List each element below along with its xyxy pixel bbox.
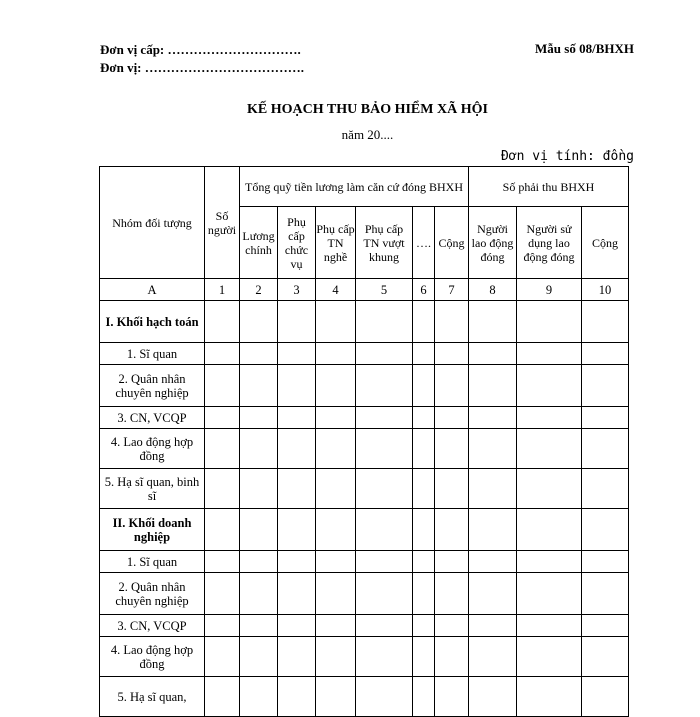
data-cell[interactable] (582, 509, 629, 551)
data-cell[interactable] (278, 615, 316, 637)
data-cell[interactable] (582, 615, 629, 637)
data-cell[interactable] (435, 509, 469, 551)
table-row (100, 469, 629, 509)
data-cell[interactable] (240, 573, 278, 615)
data-cell[interactable] (240, 509, 278, 551)
unit-line: Đơn vị: ………………………………. (100, 60, 305, 75)
data-cell[interactable] (316, 407, 356, 429)
table-row (100, 407, 629, 429)
index-cell: 10 (582, 279, 629, 301)
table-row (100, 677, 629, 717)
index-cell: 4 (316, 279, 356, 301)
data-cell[interactable] (413, 301, 435, 343)
data-cell[interactable] (469, 509, 517, 551)
data-cell[interactable] (469, 469, 517, 509)
col-count: Số người (205, 167, 240, 279)
group-wage-header: Tổng quỹ tiền lương làm căn cứ đóng BHXH (240, 167, 469, 207)
index-cell: 3 (278, 279, 316, 301)
data-cell[interactable] (240, 301, 278, 343)
data-cell[interactable] (517, 509, 582, 551)
data-cell[interactable] (435, 407, 469, 429)
index-cell: A (100, 279, 205, 301)
data-cell[interactable] (435, 343, 469, 365)
table-row (100, 637, 629, 677)
data-cell[interactable] (316, 301, 356, 343)
data-cell[interactable] (413, 551, 435, 573)
data-cell[interactable] (356, 637, 413, 677)
table-row (100, 301, 629, 343)
index-cell: 5 (356, 279, 413, 301)
data-cell[interactable] (469, 365, 517, 407)
data-cell[interactable] (240, 637, 278, 677)
data-cell[interactable] (240, 677, 278, 717)
group-label: I. Khối hạch toán (100, 301, 205, 343)
data-cell[interactable] (240, 429, 278, 469)
index-row (100, 279, 629, 301)
data-cell[interactable] (356, 573, 413, 615)
data-cell[interactable] (413, 509, 435, 551)
data-cell[interactable] (356, 301, 413, 343)
data-cell[interactable] (469, 407, 517, 429)
data-cell[interactable] (316, 677, 356, 717)
data-cell[interactable] (240, 407, 278, 429)
data-cell[interactable] (278, 407, 316, 429)
row-label: 4. Lao động hợp đồng (100, 637, 205, 677)
data-cell[interactable] (469, 637, 517, 677)
col-excess-allowance: Phụ cấp TN vượt khung (356, 207, 413, 279)
data-cell[interactable] (582, 551, 629, 573)
row-label: 5. Hạ sĩ quan, binh sĩ (100, 469, 205, 509)
index-cell: 1 (205, 279, 240, 301)
data-cell[interactable] (356, 429, 413, 469)
col-employee-pays: Người lao động đóng (469, 207, 517, 279)
data-cell[interactable] (582, 343, 629, 365)
document-title: KẾ HOẠCH THU BẢO HIỂM XÃ HỘI (247, 102, 488, 117)
col-position-allowance: Phụ cấp chức vụ (278, 207, 316, 279)
data-cell[interactable] (316, 469, 356, 509)
data-cell[interactable] (582, 677, 629, 717)
data-cell[interactable] (205, 343, 240, 365)
table-row (100, 551, 629, 573)
data-cell[interactable] (435, 637, 469, 677)
data-cell[interactable] (205, 509, 240, 551)
data-cell[interactable] (278, 509, 316, 551)
index-cell: 8 (469, 279, 517, 301)
data-cell[interactable] (356, 365, 413, 407)
data-cell[interactable] (356, 469, 413, 509)
data-cell[interactable] (356, 615, 413, 637)
data-cell[interactable] (240, 365, 278, 407)
data-cell[interactable] (316, 509, 356, 551)
data-cell[interactable] (435, 429, 469, 469)
issuer-line: Đơn vị cấp: …………………………. (100, 42, 301, 57)
data-cell[interactable] (413, 343, 435, 365)
data-cell[interactable] (469, 301, 517, 343)
group-payable-header: Số phải thu BHXH (469, 167, 629, 207)
data-cell[interactable] (316, 551, 356, 573)
data-cell[interactable] (469, 551, 517, 573)
data-cell[interactable] (435, 365, 469, 407)
data-cell[interactable] (517, 677, 582, 717)
row-label: 3. CN, VCQP (100, 615, 205, 637)
data-cell[interactable] (356, 509, 413, 551)
index-cell: 7 (435, 279, 469, 301)
col-total-payable: Cộng (582, 207, 629, 279)
data-cell[interactable] (205, 469, 240, 509)
issuer-block (100, 41, 304, 77)
data-cell[interactable] (413, 469, 435, 509)
row-label: 2. Quân nhân chuyên nghiệp (100, 365, 205, 407)
col-employer-pays: Người sử dụng lao động đóng (517, 207, 582, 279)
data-cell[interactable] (435, 469, 469, 509)
index-cell: 9 (517, 279, 582, 301)
table-row (100, 615, 629, 637)
row-label: 5. Hạ sĩ quan, (100, 677, 205, 717)
data-cell[interactable] (517, 301, 582, 343)
data-cell[interactable] (278, 429, 316, 469)
data-cell[interactable] (582, 637, 629, 677)
index-cell: 2 (240, 279, 278, 301)
data-cell[interactable] (316, 573, 356, 615)
data-cell[interactable] (517, 343, 582, 365)
data-cell[interactable] (278, 637, 316, 677)
data-cell[interactable] (278, 365, 316, 407)
data-cell[interactable] (517, 469, 582, 509)
data-cell[interactable] (205, 551, 240, 573)
data-cell[interactable] (316, 615, 356, 637)
data-cell[interactable] (413, 429, 435, 469)
data-cell[interactable] (240, 343, 278, 365)
data-cell[interactable] (316, 637, 356, 677)
data-cell[interactable] (205, 301, 240, 343)
data-cell[interactable] (517, 365, 582, 407)
data-cell[interactable] (278, 573, 316, 615)
data-cell[interactable] (435, 551, 469, 573)
data-cell[interactable] (413, 615, 435, 637)
group-label: II. Khối doanh nghiệp (100, 509, 205, 551)
data-cell[interactable] (469, 677, 517, 717)
data-cell[interactable] (469, 343, 517, 365)
data-cell[interactable] (278, 551, 316, 573)
data-cell[interactable] (205, 637, 240, 677)
row-label: 1. Sĩ quan (100, 551, 205, 573)
data-cell[interactable] (278, 343, 316, 365)
data-cell[interactable] (582, 365, 629, 407)
data-cell[interactable] (517, 573, 582, 615)
col-seniority-allowance: Phụ cấp TN nghề (316, 207, 356, 279)
data-cell[interactable] (316, 429, 356, 469)
table-row (100, 573, 629, 615)
table-row (100, 429, 629, 469)
data-cell[interactable] (413, 677, 435, 717)
data-cell[interactable] (435, 573, 469, 615)
collection-plan-table (99, 166, 629, 717)
data-cell[interactable] (582, 407, 629, 429)
form-code: Mẫu số 08/BHXH (535, 41, 634, 56)
data-cell[interactable] (517, 551, 582, 573)
row-label: 4. Lao động hợp đồng (100, 429, 205, 469)
data-cell[interactable] (582, 301, 629, 343)
data-cell[interactable] (517, 429, 582, 469)
row-label: 1. Sĩ quan (100, 343, 205, 365)
data-cell[interactable] (413, 573, 435, 615)
data-cell[interactable] (582, 573, 629, 615)
data-cell[interactable] (356, 343, 413, 365)
data-cell[interactable] (435, 301, 469, 343)
row-label: 2. Quân nhân chuyên nghiệp (100, 573, 205, 615)
data-cell[interactable] (205, 365, 240, 407)
data-cell[interactable] (356, 407, 413, 429)
data-cell[interactable] (278, 301, 316, 343)
data-cell[interactable] (469, 573, 517, 615)
data-cell[interactable] (316, 343, 356, 365)
data-cell[interactable] (240, 551, 278, 573)
data-cell[interactable] (205, 677, 240, 717)
data-cell[interactable] (517, 615, 582, 637)
data-cell[interactable] (435, 615, 469, 637)
data-cell[interactable] (316, 365, 356, 407)
col-subject: Nhóm đối tượng (100, 167, 205, 279)
data-cell[interactable] (205, 573, 240, 615)
data-cell[interactable] (205, 429, 240, 469)
data-cell[interactable] (517, 407, 582, 429)
data-cell[interactable] (517, 637, 582, 677)
year-line: năm 20.... (341, 127, 394, 142)
index-cell: 6 (413, 279, 435, 301)
data-cell[interactable] (413, 407, 435, 429)
data-cell[interactable] (240, 469, 278, 509)
data-cell[interactable] (278, 469, 316, 509)
col-other: …. (413, 207, 435, 279)
table-row (100, 365, 629, 407)
data-cell[interactable] (356, 677, 413, 717)
data-cell[interactable] (240, 615, 278, 637)
data-cell[interactable] (413, 365, 435, 407)
data-cell[interactable] (205, 407, 240, 429)
col-total-wage: Cộng (435, 207, 469, 279)
data-cell[interactable] (205, 615, 240, 637)
data-cell[interactable] (469, 615, 517, 637)
data-cell[interactable] (413, 637, 435, 677)
data-cell[interactable] (356, 551, 413, 573)
data-cell[interactable] (278, 677, 316, 717)
col-base-salary: Lương chính (240, 207, 278, 279)
data-cell[interactable] (435, 677, 469, 717)
currency-line: Đơn vị tính: đồng (500, 149, 634, 164)
table-row (100, 343, 629, 365)
data-cell[interactable] (469, 429, 517, 469)
table-row (100, 509, 629, 551)
data-cell[interactable] (582, 469, 629, 509)
row-label: 3. CN, VCQP (100, 407, 205, 429)
data-cell[interactable] (582, 429, 629, 469)
